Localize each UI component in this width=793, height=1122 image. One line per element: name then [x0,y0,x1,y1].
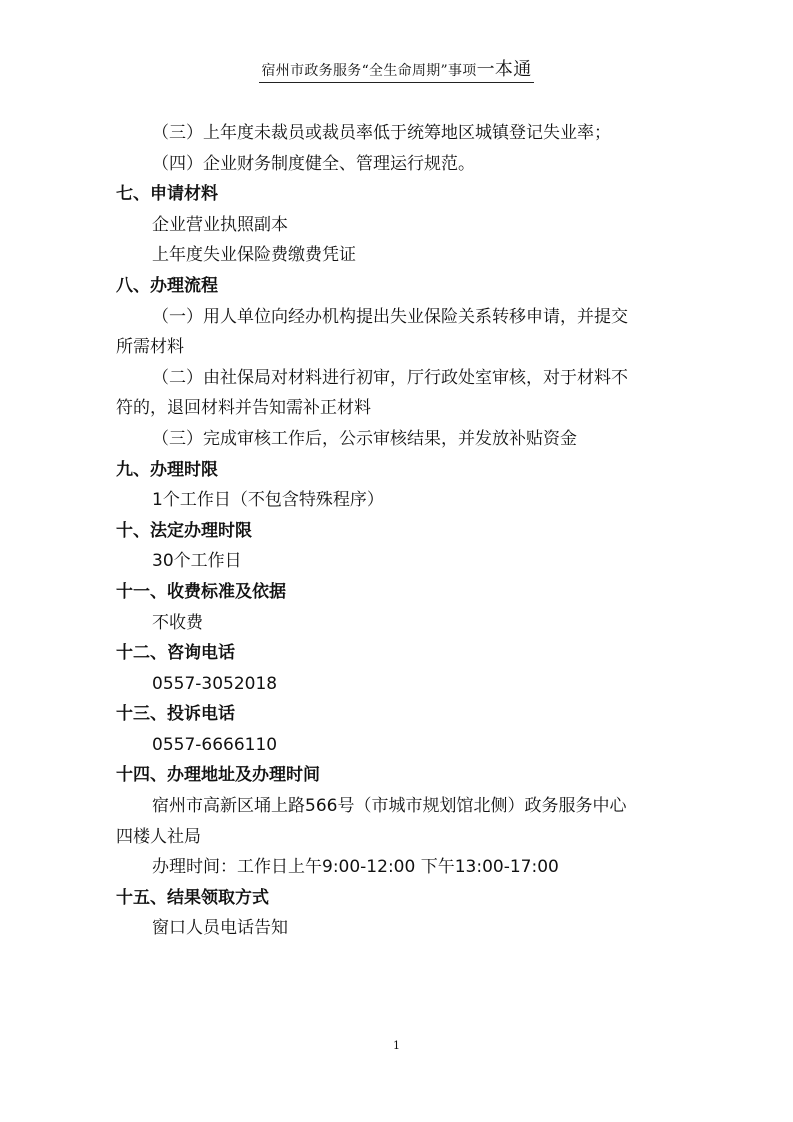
body-text-line: 30个工作日 [152,551,242,572]
body-text-line: （四）企业财务制度健全、管理运行规范。 [152,153,475,174]
body-text-line: 所需材料 [116,337,184,358]
section-heading: 十一、收费标准及依据 [116,581,286,602]
section-heading: 七、申请材料 [116,184,218,205]
header-title-wrapper [259,60,533,83]
body-text-line: （二）由社保局对材料进行初审，厅行政处室审核，对于材料不 [152,367,628,388]
body-text-line: （三）完成审核工作后，公示审核结果，并发放补贴资金 [152,428,577,449]
section-heading: 十四、办理地址及办理时间 [116,765,320,786]
body-text-line: 宿州市高新区埇上路566号（市城市规划馆北侧）政务服务中心 [152,796,627,817]
body-text-line: （三）上年度未裁员或裁员率低于统筹地区城镇登记失业率； [152,123,611,143]
body-text-line: 窗口人员电话告知 [152,918,288,939]
document-body [116,118,686,944]
section-heading: 九、办理时限 [116,459,218,480]
body-text-line: （一）用人单位向经办机构提出失业保险关系转移申请，并提交 [152,306,628,327]
header-title-end: 一本通 [476,59,532,80]
body-text-line: 企业营业执照副本 [152,214,288,235]
section-heading: 十、法定办理时限 [116,520,252,541]
body-text-line: 0557-3052018 [152,673,278,694]
body-text-line: 办理时间：工作日上午9:00-12:00 下午13:00-17:00 [152,857,559,878]
body-text-line: 符的，退回材料并告知需补正材料 [116,398,371,419]
page-number: 1 [393,1039,400,1052]
section-heading: 十二、咨询电话 [116,643,235,664]
header-title: 宿州市政务服务“全生命周期”事项 [261,63,477,79]
body-text-line: 四楼人社局 [116,826,201,847]
section-heading: 十五、结果领取方式 [116,887,269,908]
body-text-line: 1个工作日（不包含特殊程序） [152,490,384,511]
section-heading: 八、办理流程 [116,275,218,296]
body-text-line: 上年度失业保险费缴费凭证 [152,245,356,266]
body-text-line: 0557-6666110 [152,734,278,755]
section-heading: 十三、投诉电话 [116,704,235,725]
body-text-line: 不收费 [152,612,203,633]
page-header [0,60,793,83]
